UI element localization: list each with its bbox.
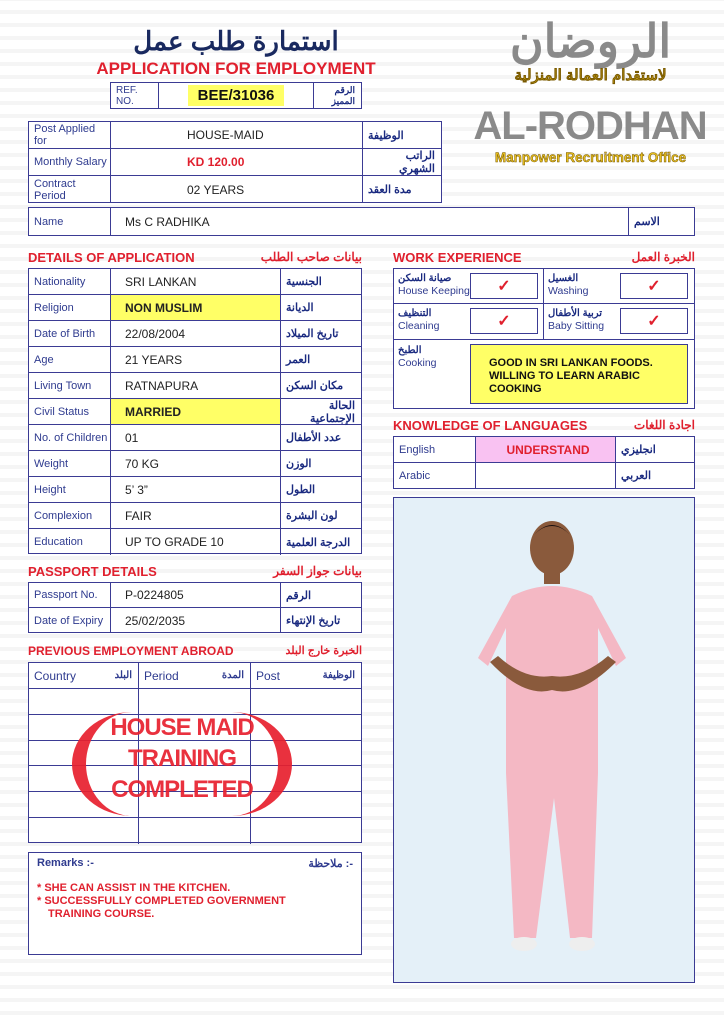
row-value: SRI LANKAN xyxy=(111,269,281,294)
lang-english-ar: انجليزي xyxy=(621,444,656,456)
name-row xyxy=(28,207,695,236)
row-label-ar: عدد الأطفال xyxy=(286,432,342,444)
row-label: Nationality xyxy=(29,269,111,294)
col-country: Country البلد xyxy=(29,663,139,688)
row-value: 02 YEARS xyxy=(111,176,363,203)
remarks-label-ar: ملاحظة :- xyxy=(308,858,353,870)
languages-table xyxy=(393,436,695,489)
table-row xyxy=(29,583,361,608)
check-icon: ✓ xyxy=(620,273,688,299)
previous-employment-heading-ar: الخبرة خارج البلد xyxy=(285,645,362,657)
table-row xyxy=(29,818,361,844)
row-label-ar: الدرجة العلمية xyxy=(286,536,351,549)
row-value: 5’ 3” xyxy=(111,477,281,502)
row-value: NON MUSLIM xyxy=(111,295,281,320)
table-row xyxy=(29,503,361,529)
col-post: Post الوظيفة xyxy=(256,668,355,683)
table-row xyxy=(29,176,441,203)
ref-label-ar: الرقم المميز xyxy=(331,84,355,106)
name-value: Ms C RADHIKA xyxy=(111,208,629,235)
row-value: MARRIED xyxy=(111,399,281,424)
passport-heading-ar: بيانات جواز السفر xyxy=(273,564,362,578)
row-value: P-0224805 xyxy=(111,583,281,607)
ref-value: BEE/31036 xyxy=(188,85,285,106)
table-row xyxy=(29,347,361,373)
table-row xyxy=(29,295,361,321)
remarks-label: Remarks :- xyxy=(37,857,94,869)
row-label: Date of Birth xyxy=(29,321,111,346)
col-period: Period المدة xyxy=(139,663,251,688)
ref-number-box xyxy=(110,82,362,109)
work-heading: WORK EXPERIENCE xyxy=(393,250,522,265)
row-label-ar: الرقم xyxy=(286,589,312,602)
row-label: Date of Expiry xyxy=(29,608,111,633)
row-label: Living Town xyxy=(29,373,111,398)
training-completed-stamp: HOUSE MAID TRAINING COMPLETED xyxy=(72,712,292,816)
lang-english-value: UNDERSTAND xyxy=(476,437,616,462)
table-row xyxy=(29,373,361,399)
work-item-cleaning: التنظيف Cleaning xyxy=(398,308,440,332)
row-label: Post Applied for xyxy=(29,122,111,148)
name-label: Name xyxy=(29,208,111,235)
table-row xyxy=(29,689,361,715)
row-label: No. of Children xyxy=(29,425,111,450)
row-value: RATNAPURA xyxy=(111,373,281,398)
row-label: Complexion xyxy=(29,503,111,528)
row-label: Age xyxy=(29,347,111,372)
row-value: KD 120.00 xyxy=(111,149,363,175)
row-label: Contract Period xyxy=(29,176,111,203)
remarks-box xyxy=(28,852,362,955)
row-label-ar: الوظيفة xyxy=(368,129,404,142)
row-value: 21 YEARS xyxy=(111,347,281,372)
details-table xyxy=(28,268,362,554)
row-label-ar: تاريخ الإنتهاء xyxy=(286,615,341,627)
row-label: Education xyxy=(29,529,111,555)
lang-english-label: English xyxy=(394,437,476,462)
row-label: Monthly Salary xyxy=(29,149,111,175)
check-icon: ✓ xyxy=(470,273,538,299)
languages-heading-ar: اجادة اللغات xyxy=(633,418,695,432)
row-label-ar: لون البشرة xyxy=(286,510,338,522)
row-value: 25/02/2035 xyxy=(111,608,281,633)
previous-employment-heading: PREVIOUS EMPLOYMENT ABROAD xyxy=(28,644,234,658)
cooking-value: GOOD IN SRI LANKAN FOODS. WILLING TO LEARN ARABIC COOKING xyxy=(470,344,688,404)
table-row xyxy=(29,149,441,176)
table-row xyxy=(29,269,361,295)
table-row xyxy=(29,399,361,425)
page-title: APPLICATION FOR EMPLOYMENT xyxy=(96,59,376,78)
passport-heading: PASSPORT DETAILS xyxy=(28,564,157,579)
row-label-ar: مكان السكن xyxy=(286,380,344,392)
work-item-baby-sitting: تربية الأطفال Baby Sitting xyxy=(548,308,605,332)
row-label: Passport No. xyxy=(29,583,111,607)
row-value: 01 xyxy=(111,425,281,450)
row-label-ar: العمر xyxy=(286,354,311,366)
languages-heading: KNOWLEDGE OF LANGUAGES xyxy=(393,418,588,433)
table-row xyxy=(29,122,441,149)
row-label: Height xyxy=(29,477,111,502)
check-icon: ✓ xyxy=(470,308,538,334)
work-experience-box xyxy=(393,268,695,409)
title-arabic: استمارة طلب عمل xyxy=(133,26,339,56)
table-row xyxy=(29,321,361,347)
row-value: 70 KG xyxy=(111,451,281,476)
row-value: UP TO GRADE 10 xyxy=(111,529,281,555)
applicant-photo xyxy=(393,497,695,983)
remark-item: * SHE CAN ASSIST IN THE KITCHEN. xyxy=(37,882,231,894)
work-item-house-keeping: صيانة السكن House Keeping xyxy=(398,273,470,297)
job-table xyxy=(28,121,442,203)
remark-item: * SUCCESSFULLY COMPLETED GOVERNMENT TRAINING COURSE. xyxy=(37,895,286,920)
passport-table xyxy=(28,582,362,633)
lang-arabic-value xyxy=(476,463,616,488)
work-item-washing: الغسيل Washing xyxy=(548,273,589,297)
table-row xyxy=(29,477,361,503)
row-label-ar: تاريخ الميلاد xyxy=(286,328,339,340)
work-heading-ar: الخبرة العمل xyxy=(631,250,695,264)
row-label: Religion xyxy=(29,295,111,320)
row-label-ar: الوزن xyxy=(286,458,312,470)
table-row xyxy=(29,608,361,633)
table-row xyxy=(29,425,361,451)
row-label-ar: الراتب الشهري xyxy=(399,150,435,175)
row-label: Civil Status xyxy=(29,399,111,424)
name-label-ar: الاسم xyxy=(634,216,660,228)
table-row xyxy=(29,451,361,477)
row-label: Weight xyxy=(29,451,111,476)
lang-arabic-label: Arabic xyxy=(394,463,476,488)
check-icon: ✓ xyxy=(620,308,688,334)
ref-label: REF. NO. xyxy=(111,83,159,108)
details-heading-ar: بيانات صاحب الطلب xyxy=(260,250,362,264)
row-label-ar: الجنسية xyxy=(286,276,322,288)
row-label-ar: الطول xyxy=(286,484,316,496)
details-heading: DETAILS OF APPLICATION xyxy=(28,250,195,265)
row-label-ar: الديانة xyxy=(286,302,314,314)
row-label-ar: مدة العقد xyxy=(368,184,412,196)
row-value: FAIR xyxy=(111,503,281,528)
row-value: 22/08/2004 xyxy=(111,321,281,346)
lang-arabic-ar: العربي xyxy=(621,470,652,482)
row-value: HOUSE-MAID xyxy=(111,122,363,148)
table-row xyxy=(29,529,361,555)
row-label-ar: الحالة الإجتماعية xyxy=(310,399,355,425)
work-item-cooking: الطبخ Cooking xyxy=(398,345,437,369)
